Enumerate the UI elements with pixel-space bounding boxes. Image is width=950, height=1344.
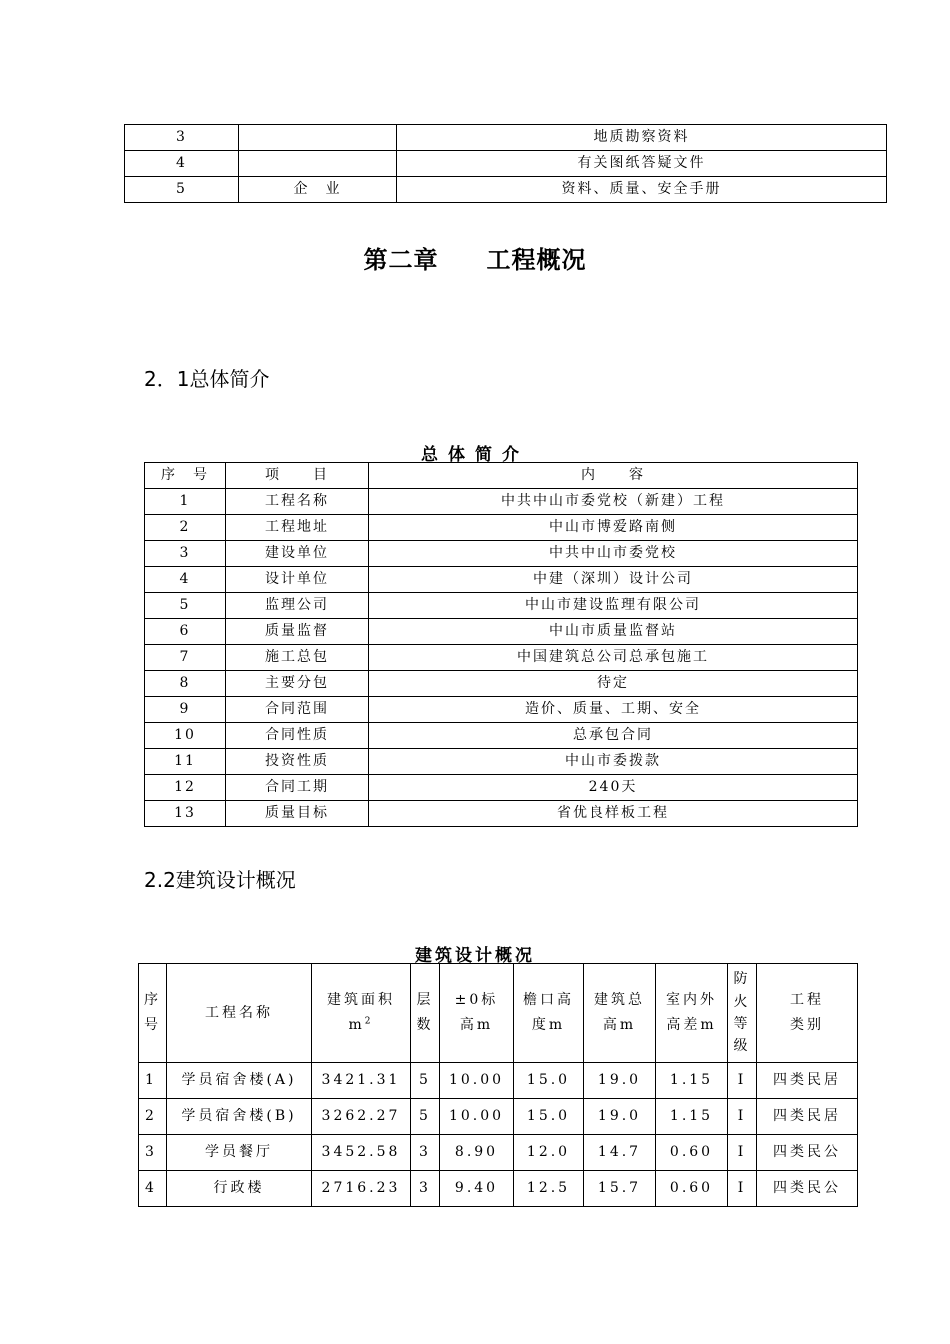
table-row <box>145 619 858 645</box>
row-item: 合同性质 <box>226 723 369 749</box>
table-row <box>139 1063 858 1099</box>
row-content: 中共中山市委党校（新建）工程 <box>369 489 858 515</box>
row-number: 3 <box>125 125 239 151</box>
row-number: 4 <box>139 1171 167 1207</box>
row-area: 3421.31 <box>312 1063 411 1099</box>
row-category <box>239 125 397 151</box>
table-row <box>125 125 887 151</box>
row-total-height: 19.0 <box>584 1099 656 1135</box>
table-row <box>139 1171 858 1207</box>
table-row <box>139 1099 858 1135</box>
section-heading-architecture: 2.2建筑设计概况 <box>144 868 296 892</box>
row-number: 9 <box>145 697 226 723</box>
row-content: 总承包合同 <box>369 723 858 749</box>
row-number: 2 <box>139 1099 167 1135</box>
row-total-height: 14.7 <box>584 1135 656 1171</box>
row-project-type: 四类民公 <box>757 1135 858 1171</box>
row-eave-height: 15.0 <box>514 1063 584 1099</box>
row-number: 7 <box>145 645 226 671</box>
materials-table-continued <box>124 124 887 203</box>
row-item: 合同范围 <box>226 697 369 723</box>
header-eave-height: 檐口高 度m <box>514 964 584 1063</box>
row-content: 有关图纸答疑文件 <box>397 151 887 177</box>
row-number: 5 <box>125 177 239 203</box>
row-fire-rating: I <box>728 1063 757 1099</box>
table-row <box>145 697 858 723</box>
row-content: 240天 <box>369 775 858 801</box>
row-content: 待定 <box>369 671 858 697</box>
row-eave-height: 12.0 <box>514 1135 584 1171</box>
table-row <box>145 749 858 775</box>
table-row <box>145 541 858 567</box>
row-height-difference: 0.60 <box>656 1135 728 1171</box>
table-row <box>145 515 858 541</box>
table-row <box>145 593 858 619</box>
row-floors: 3 <box>411 1171 440 1207</box>
header-floors: 层 数 <box>411 964 440 1063</box>
table-row <box>145 645 858 671</box>
row-name: 学员宿舍楼(B) <box>167 1099 312 1135</box>
row-height-difference: 0.60 <box>656 1171 728 1207</box>
row-item: 合同工期 <box>226 775 369 801</box>
overview-table <box>144 462 858 827</box>
row-number: 13 <box>145 801 226 827</box>
row-number: 2 <box>145 515 226 541</box>
header-total-height: 建筑总 高m <box>584 964 656 1063</box>
table-row <box>125 177 887 203</box>
row-zero-elevation: 10.00 <box>440 1063 514 1099</box>
header-area: 建筑面积 $m^2$ <box>312 964 411 1063</box>
row-number: 12 <box>145 775 226 801</box>
section-heading-overview: 2．1总体简介 <box>144 367 270 391</box>
row-eave-height: 15.0 <box>514 1099 584 1135</box>
row-floors: 3 <box>411 1135 440 1171</box>
row-eave-height: 12.5 <box>514 1171 584 1207</box>
row-project-type: 四类民居 <box>757 1099 858 1135</box>
row-total-height: 15.7 <box>584 1171 656 1207</box>
row-total-height: 19.0 <box>584 1063 656 1099</box>
row-category: 企 业 <box>239 177 397 203</box>
row-content: 中山市委拨款 <box>369 749 858 775</box>
row-content: 中山市建设监理有限公司 <box>369 593 858 619</box>
row-number: 3 <box>145 541 226 567</box>
row-name: 学员餐厅 <box>167 1135 312 1171</box>
row-floors: 5 <box>411 1099 440 1135</box>
header-no: 序 号 <box>145 463 226 489</box>
table-row <box>145 567 858 593</box>
table-row <box>145 801 858 827</box>
row-content: 地质勘察资料 <box>397 125 887 151</box>
row-project-type: 四类民居 <box>757 1063 858 1099</box>
chapter-number: 第二章 <box>363 246 439 274</box>
table-header-row <box>145 463 858 489</box>
row-project-type: 四类民公 <box>757 1171 858 1207</box>
header-no: 序 号 <box>139 964 167 1063</box>
row-item: 设计单位 <box>226 567 369 593</box>
header-name: 工程名称 <box>167 964 312 1063</box>
row-content: 中共中山市委党校 <box>369 541 858 567</box>
header-height-difference: 室内外 高差m <box>656 964 728 1063</box>
row-fire-rating: I <box>728 1135 757 1171</box>
row-item: 工程名称 <box>226 489 369 515</box>
table-row <box>145 489 858 515</box>
row-category <box>239 151 397 177</box>
row-content: 省优良样板工程 <box>369 801 858 827</box>
header-item: 项 目 <box>226 463 369 489</box>
row-item: 质量目标 <box>226 801 369 827</box>
row-zero-elevation: 10.00 <box>440 1099 514 1135</box>
row-content: 中山市质量监督站 <box>369 619 858 645</box>
row-number: 11 <box>145 749 226 775</box>
row-number: 10 <box>145 723 226 749</box>
row-number: 8 <box>145 671 226 697</box>
row-area: 3262.27 <box>312 1099 411 1135</box>
row-number: 5 <box>145 593 226 619</box>
row-fire-rating: I <box>728 1099 757 1135</box>
row-area: 2716.23 <box>312 1171 411 1207</box>
table-row <box>139 1135 858 1171</box>
table-row <box>125 151 887 177</box>
row-content: 中国建筑总公司总承包施工 <box>369 645 858 671</box>
row-content: 造价、质量、工期、安全 <box>369 697 858 723</box>
row-number: 1 <box>139 1063 167 1099</box>
chapter-title: 工程概况 <box>486 246 587 274</box>
table-row <box>145 775 858 801</box>
row-area: 3452.58 <box>312 1135 411 1171</box>
chapter-heading <box>0 240 950 275</box>
header-content: 内 容 <box>369 463 858 489</box>
row-floors: 5 <box>411 1063 440 1099</box>
row-name: 学员宿舍楼(A) <box>167 1063 312 1099</box>
row-content: 资料、质量、安全手册 <box>397 177 887 203</box>
row-number: 4 <box>125 151 239 177</box>
row-number: 3 <box>139 1135 167 1171</box>
row-content: 中建（深圳）设计公司 <box>369 567 858 593</box>
header-project-type: 工程 类别 <box>757 964 858 1063</box>
header-zero-elevation: ±0标 高m <box>440 964 514 1063</box>
row-item: 监理公司 <box>226 593 369 619</box>
row-zero-elevation: 9.40 <box>440 1171 514 1207</box>
row-item: 质量监督 <box>226 619 369 645</box>
row-content: 中山市博爱路南侧 <box>369 515 858 541</box>
row-name: 行政楼 <box>167 1171 312 1207</box>
row-fire-rating: I <box>728 1171 757 1207</box>
row-item: 施工总包 <box>226 645 369 671</box>
table-row <box>145 723 858 749</box>
table-row <box>145 671 858 697</box>
row-height-difference: 1.15 <box>656 1063 728 1099</box>
row-height-difference: 1.15 <box>656 1099 728 1135</box>
row-item: 建设单位 <box>226 541 369 567</box>
row-item: 主要分包 <box>226 671 369 697</box>
row-item: 工程地址 <box>226 515 369 541</box>
row-number: 6 <box>145 619 226 645</box>
row-number: 1 <box>145 489 226 515</box>
architecture-table <box>138 963 858 1207</box>
row-number: 4 <box>145 567 226 593</box>
row-item: 投资性质 <box>226 749 369 775</box>
arch-table-caption: 建筑设计概况 <box>415 946 535 966</box>
overview-table-caption: 总体简介 <box>421 445 529 465</box>
table-header-row <box>139 964 858 1063</box>
header-fire-rating: 防 火 等 级 <box>728 964 757 1063</box>
row-zero-elevation: 8.90 <box>440 1135 514 1171</box>
